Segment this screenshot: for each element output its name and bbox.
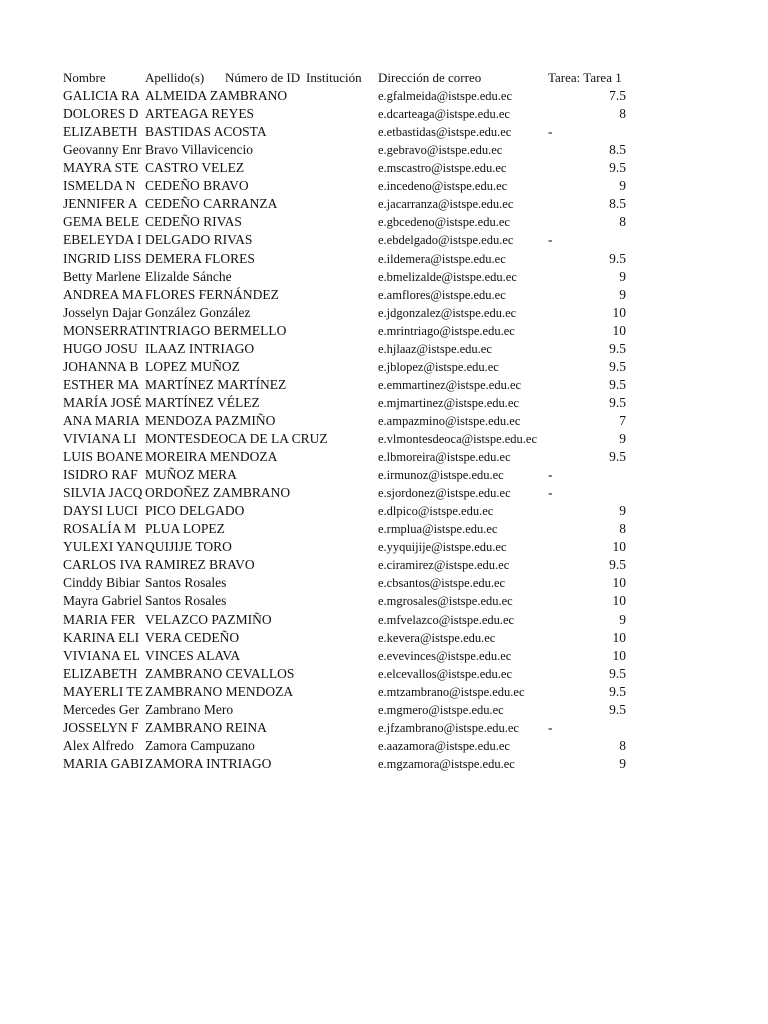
cell-grade: 9.5 bbox=[609, 449, 626, 464]
cell-apellidos: PLUA LOPEZ bbox=[145, 521, 225, 537]
cell-grade: 10 bbox=[612, 539, 626, 555]
cell-email: e.sjordonez@istspe.edu.ec bbox=[378, 486, 511, 501]
table-row bbox=[0, 177, 768, 195]
header-row bbox=[0, 69, 768, 87]
table-row bbox=[0, 430, 768, 448]
cell-grade: 8.5 bbox=[609, 196, 626, 212]
cell-apellidos: ZAMBRANO MENDOZA bbox=[145, 683, 294, 699]
cell-apellidos: Zambrano Mero bbox=[145, 701, 234, 717]
cell-grade: 8 bbox=[619, 521, 626, 537]
cell-nombre: VIVIANA EL bbox=[63, 647, 140, 663]
cell-apellidos: QUIJIJE TORO bbox=[145, 539, 232, 555]
table-row bbox=[0, 322, 768, 340]
cell-email: e.mgmero@istspe.edu.ec bbox=[378, 702, 504, 717]
cell-apellidos: CEDEÑO RIVAS bbox=[145, 214, 242, 230]
table-row bbox=[0, 123, 768, 141]
table-row bbox=[0, 629, 768, 647]
cell-apellidos: BASTIDAS ACOSTA bbox=[145, 124, 267, 140]
cell-email: e.hjlaaz@istspe.edu.ec bbox=[378, 341, 492, 356]
cell-nombre: DAYSI LUCI bbox=[63, 503, 138, 519]
cell-apellidos: MUÑOZ MERA bbox=[145, 467, 237, 483]
table-row bbox=[0, 195, 768, 213]
table-row bbox=[0, 213, 768, 231]
cell-apellidos: VERA CEDEÑO bbox=[145, 629, 240, 645]
cell-grade: 8 bbox=[619, 106, 626, 121]
cell-nombre: DOLORES D bbox=[63, 106, 139, 121]
cell-email: e.incedeno@istspe.edu.ec bbox=[378, 179, 508, 194]
cell-email: e.jdgonzalez@istspe.edu.ec bbox=[378, 305, 517, 320]
cell-email: e.gbcedeno@istspe.edu.ec bbox=[378, 215, 510, 230]
cell-apellidos: ALMEIDA ZAMBRANO bbox=[145, 88, 288, 103]
cell-email: e.ciramirez@istspe.edu.ec bbox=[378, 558, 510, 573]
table-row bbox=[0, 737, 768, 755]
cell-grade: 8.5 bbox=[609, 142, 626, 158]
table-row bbox=[0, 502, 768, 520]
cell-nombre: ELIZABETH bbox=[63, 124, 138, 140]
cell-apellidos: VELAZCO PAZMIÑO bbox=[145, 611, 272, 627]
cell-apellidos: MOREIRA MENDOZA bbox=[145, 449, 278, 464]
cell-grade: 9 bbox=[619, 178, 626, 194]
cell-nombre: ISIDRO RAF bbox=[63, 467, 138, 483]
cell-grade: 9.5 bbox=[609, 665, 626, 681]
table-row bbox=[0, 358, 768, 376]
cell-email: e.ildemera@istspe.edu.ec bbox=[378, 251, 506, 266]
cell-nombre: ELIZABETH bbox=[63, 665, 138, 681]
cell-email: e.ebdelgado@istspe.edu.ec bbox=[378, 233, 514, 248]
cell-email: e.etbastidas@istspe.edu.ec bbox=[378, 125, 512, 140]
table-row bbox=[0, 520, 768, 538]
cell-apellidos: Santos Rosales bbox=[145, 593, 227, 609]
cell-apellidos: ZAMORA INTRIAGO bbox=[145, 755, 272, 771]
cell-email: e.mjmartinez@istspe.edu.ec bbox=[378, 395, 519, 410]
table-row bbox=[0, 574, 768, 592]
cell-grade: 9 bbox=[619, 430, 626, 446]
cell-nombre: MONSERRAT bbox=[63, 322, 145, 338]
cell-nombre: Geovanny Enr bbox=[63, 142, 142, 158]
cell-nombre: YULEXI YAN bbox=[63, 539, 144, 555]
cell-grade: 9.5 bbox=[609, 160, 626, 176]
cell-grade: - bbox=[548, 124, 553, 140]
table-row bbox=[0, 647, 768, 665]
table-row bbox=[0, 719, 768, 737]
cell-email: e.kevera@istspe.edu.ec bbox=[378, 630, 496, 645]
header-apellidos: Apellido(s) bbox=[145, 70, 205, 85]
cell-nombre: Mayra Gabriel bbox=[63, 593, 143, 609]
header-id: Número de ID bbox=[225, 70, 301, 85]
cell-email: e.yyquijije@istspe.edu.ec bbox=[378, 540, 507, 555]
table-row bbox=[0, 556, 768, 574]
cell-email: e.dcarteaga@istspe.edu.ec bbox=[378, 107, 510, 121]
table-row bbox=[0, 412, 768, 430]
table-row bbox=[0, 87, 768, 105]
cell-grade: 9.5 bbox=[609, 250, 626, 266]
cell-grade: - bbox=[548, 232, 553, 248]
cell-email: e.cbsantos@istspe.edu.ec bbox=[378, 576, 506, 591]
cell-grade: 9 bbox=[619, 755, 626, 771]
cell-email: e.amflores@istspe.edu.ec bbox=[378, 287, 506, 302]
cell-apellidos: RAMIREZ BRAVO bbox=[145, 557, 255, 573]
cell-apellidos: CEDEÑO BRAVO bbox=[145, 178, 249, 194]
cell-apellidos: ZAMBRANO REINA bbox=[145, 719, 267, 735]
cell-email: e.mrintriago@istspe.edu.ec bbox=[378, 323, 515, 338]
cell-grade: 9 bbox=[619, 268, 626, 284]
cell-nombre: SILVIA JACQ bbox=[63, 485, 143, 501]
cell-apellidos: ILAAZ INTRIAGO bbox=[145, 340, 255, 356]
cell-apellidos: CEDEÑO CARRANZA bbox=[145, 196, 278, 212]
cell-grade: 10 bbox=[612, 647, 626, 663]
cell-grade: 9.5 bbox=[609, 701, 626, 717]
table-row bbox=[0, 592, 768, 610]
cell-email: e.mscastro@istspe.edu.ec bbox=[378, 161, 507, 176]
cell-nombre: Cinddy Bibiar bbox=[63, 575, 140, 591]
cell-email: e.gebravo@istspe.edu.ec bbox=[378, 143, 503, 158]
cell-nombre: ISMELDA N bbox=[63, 178, 136, 194]
cell-nombre: ROSALÍA M bbox=[63, 521, 137, 537]
cell-nombre: VIVIANA LI bbox=[63, 430, 137, 446]
cell-nombre: MARÍA JOSÉ bbox=[63, 394, 142, 410]
cell-apellidos: ZAMBRANO CEVALLOS bbox=[145, 665, 295, 681]
cell-nombre: MARIA FER bbox=[63, 611, 136, 627]
cell-grade: 9 bbox=[619, 286, 626, 302]
cell-grade: 7.5 bbox=[609, 88, 626, 103]
cell-nombre: MAYRA STE bbox=[63, 160, 139, 176]
table-row bbox=[0, 231, 768, 249]
table-row bbox=[0, 755, 768, 773]
cell-nombre: MAYERLI TE bbox=[63, 683, 143, 699]
cell-nombre: EBELEYDA I bbox=[63, 232, 142, 248]
table-row bbox=[0, 141, 768, 159]
cell-nombre: ESTHER MA bbox=[63, 376, 140, 392]
cell-apellidos: DELGADO RIVAS bbox=[145, 232, 253, 248]
cell-apellidos: PICO DELGADO bbox=[145, 503, 245, 519]
header-tarea: Tarea: Tarea 1 bbox=[548, 70, 622, 85]
cell-grade: 7 bbox=[619, 412, 626, 428]
cell-email: e.rmplua@istspe.edu.ec bbox=[378, 522, 498, 537]
cell-apellidos: Elizalde Sánche bbox=[145, 268, 232, 284]
cell-grade: 8 bbox=[619, 737, 626, 753]
cell-grade: 9.5 bbox=[609, 376, 626, 392]
table-row bbox=[0, 394, 768, 412]
cell-apellidos: MARTÍNEZ VÉLEZ bbox=[145, 394, 260, 410]
cell-grade: 9.5 bbox=[609, 557, 626, 573]
cell-grade: - bbox=[548, 719, 553, 735]
cell-nombre: ANA MARIA bbox=[63, 412, 140, 428]
cell-grade: - bbox=[548, 485, 553, 501]
header-email: Dirección de correo bbox=[378, 70, 482, 85]
cell-email: e.elcevallos@istspe.edu.ec bbox=[378, 666, 513, 681]
cell-grade: 9.5 bbox=[609, 394, 626, 410]
table-row bbox=[0, 538, 768, 556]
cell-email: e.jblopez@istspe.edu.ec bbox=[378, 359, 499, 374]
cell-nombre: JENNIFER A bbox=[63, 196, 138, 212]
cell-nombre: MARIA GABI bbox=[63, 755, 144, 771]
table-row bbox=[0, 286, 768, 304]
table-row bbox=[0, 683, 768, 701]
table-row bbox=[0, 448, 768, 466]
cell-nombre: GALICIA RA bbox=[63, 88, 140, 103]
cell-nombre: KARINA ELI bbox=[63, 629, 140, 645]
cell-email: e.lbmoreira@istspe.edu.ec bbox=[378, 450, 511, 464]
cell-email: e.ampazmino@istspe.edu.ec bbox=[378, 413, 521, 428]
table-row bbox=[0, 340, 768, 358]
cell-apellidos: González González bbox=[145, 304, 251, 320]
cell-grade: 10 bbox=[612, 304, 626, 320]
cell-email: e.mtzambrano@istspe.edu.ec bbox=[378, 684, 525, 699]
cell-grade: 10 bbox=[612, 575, 626, 591]
cell-grade: 10 bbox=[612, 593, 626, 609]
cell-grade: 9.5 bbox=[609, 358, 626, 374]
cell-apellidos: MONTESDEOCA DE LA CRUZ bbox=[145, 430, 328, 446]
table-row bbox=[0, 466, 768, 484]
cell-grade: 9 bbox=[619, 503, 626, 519]
cell-apellidos: CASTRO VELEZ bbox=[145, 160, 245, 176]
header-institucion: Institución bbox=[306, 70, 362, 85]
table-row bbox=[0, 484, 768, 502]
cell-nombre: JOHANNA B bbox=[63, 358, 139, 374]
table-row bbox=[0, 376, 768, 394]
cell-nombre: Betty Marlene bbox=[63, 268, 141, 284]
table-row bbox=[0, 250, 768, 268]
cell-nombre: Josselyn Dajar bbox=[63, 304, 143, 320]
cell-email: e.mgrosales@istspe.edu.ec bbox=[378, 594, 513, 609]
cell-grade: 9.5 bbox=[609, 340, 626, 356]
cell-email: e.aazamora@istspe.edu.ec bbox=[378, 738, 510, 753]
cell-apellidos: ARTEAGA REYES bbox=[145, 106, 255, 121]
table-row bbox=[0, 665, 768, 683]
cell-email: e.bmelizalde@istspe.edu.ec bbox=[378, 269, 517, 284]
cell-email: e.mfvelazco@istspe.edu.ec bbox=[378, 612, 515, 627]
cell-apellidos: FLORES FERNÁNDEZ bbox=[145, 286, 279, 302]
table-row bbox=[0, 304, 768, 322]
cell-nombre: GEMA BELE bbox=[63, 214, 140, 230]
cell-apellidos: MENDOZA PAZMIÑO bbox=[145, 412, 276, 428]
cell-email: e.irmunoz@istspe.edu.ec bbox=[378, 468, 504, 483]
cell-email: e.dlpico@istspe.edu.ec bbox=[378, 504, 494, 519]
header-nombre: Nombre bbox=[63, 70, 106, 85]
cell-apellidos: INTRIAGO BERMELLO bbox=[145, 322, 287, 338]
cell-email: e.mgzamora@istspe.edu.ec bbox=[378, 756, 515, 771]
table-row bbox=[0, 105, 768, 123]
cell-email: e.jacarranza@istspe.edu.ec bbox=[378, 197, 514, 212]
cell-nombre: LUIS BOANE bbox=[63, 449, 143, 464]
cell-nombre: Mercedes Ger bbox=[63, 701, 140, 717]
cell-email: e.vlmontesdeoca@istspe.edu.ec bbox=[378, 431, 538, 446]
cell-apellidos: MARTÍNEZ MARTÍNEZ bbox=[145, 376, 287, 392]
cell-apellidos: Zamora Campuzano bbox=[145, 737, 255, 753]
cell-nombre: INGRID LISS bbox=[63, 250, 142, 266]
cell-apellidos: ORDOÑEZ ZAMBRANO bbox=[145, 485, 291, 501]
cell-nombre: ANDREA MA bbox=[63, 286, 144, 302]
table-row bbox=[0, 611, 768, 629]
cell-nombre: HUGO JOSU bbox=[63, 340, 138, 356]
cell-nombre: CARLOS IVA bbox=[63, 557, 142, 573]
cell-apellidos: Santos Rosales bbox=[145, 575, 227, 591]
cell-nombre: Alex Alfredo bbox=[63, 737, 134, 753]
cell-email: e.jfzambrano@istspe.edu.ec bbox=[378, 720, 519, 735]
cell-grade: 8 bbox=[619, 214, 626, 230]
cell-apellidos: VINCES ALAVA bbox=[145, 647, 241, 663]
table-row bbox=[0, 268, 768, 286]
cell-grade: 9.5 bbox=[609, 683, 626, 699]
cell-email: e.emmartinez@istspe.edu.ec bbox=[378, 377, 522, 392]
cell-apellidos: LOPEZ MUÑOZ bbox=[145, 358, 240, 374]
cell-email: e.gfalmeida@istspe.edu.ec bbox=[378, 89, 513, 103]
cell-grade: 10 bbox=[612, 629, 626, 645]
cell-grade: 10 bbox=[612, 322, 626, 338]
cell-nombre: JOSSELYN F bbox=[63, 719, 139, 735]
cell-grade: 9 bbox=[619, 611, 626, 627]
cell-apellidos: DEMERA FLORES bbox=[145, 250, 255, 266]
table-row bbox=[0, 701, 768, 719]
cell-email: e.evevinces@istspe.edu.ec bbox=[378, 648, 512, 663]
cell-grade: - bbox=[548, 467, 553, 483]
cell-apellidos: Bravo Villavicencio bbox=[145, 142, 254, 158]
table-row bbox=[0, 159, 768, 177]
